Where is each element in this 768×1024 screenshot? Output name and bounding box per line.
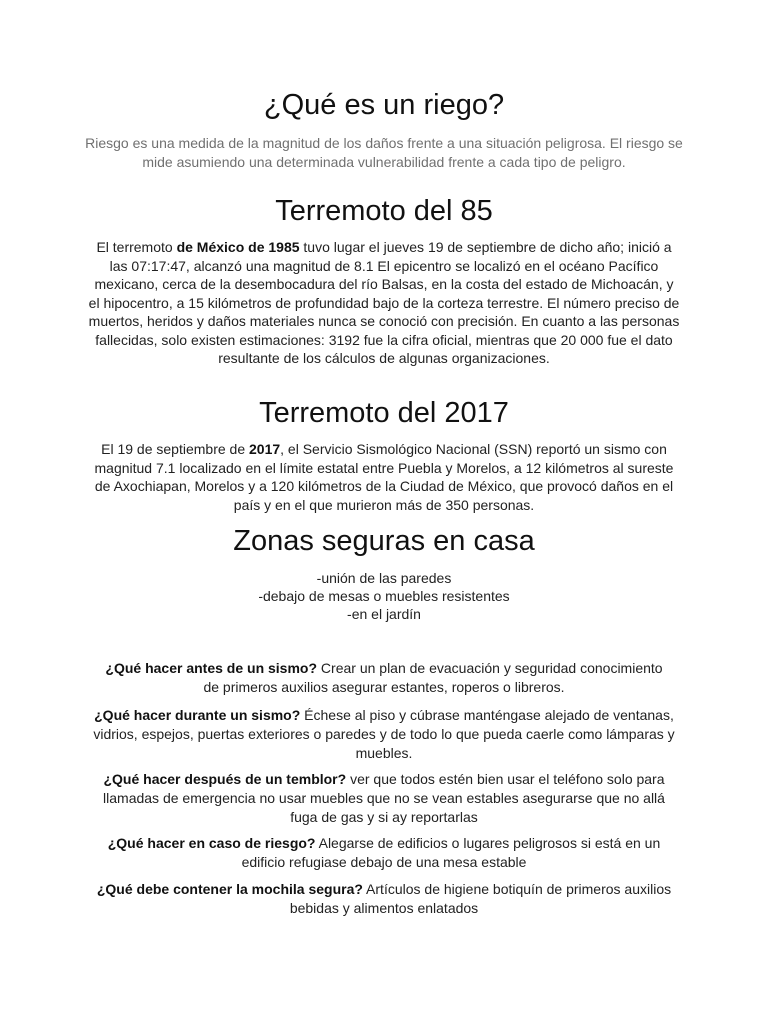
terremoto-85-bold: de México de 1985: [176, 239, 300, 255]
section-terremoto-2017: [64, 396, 704, 430]
terremoto-85-paragraph: [88, 238, 680, 368]
zonas-item: -unión de las paredes: [316, 570, 452, 586]
qa-answer: Artículos de higiene botiquín de primeros auxilios bebidas y alimentos enlatados: [289, 881, 672, 916]
terremoto-85-title: Terremoto del 85: [275, 195, 493, 227]
terremoto-2017-paragraph: [92, 440, 676, 514]
qa-paragraph: [92, 834, 676, 872]
qa-paragraph: [92, 880, 676, 918]
qa-answer: Alegarse de edificios o lugares peligrosos si está en un edificio refugiase debajo de una mesa estable: [241, 835, 661, 870]
section-riesgo: [64, 88, 704, 122]
terremoto-85-text-1: El terremoto: [96, 239, 177, 255]
qa-item: [104, 659, 664, 697]
qa-question: ¿Qué hacer antes de un sismo?: [105, 660, 318, 676]
riesgo-paragraph: Riesgo es una medida de la magnitud de los daños frente a una situación peligrosa. El riesgo se mide asumiendo una determinada vulnerabilidad frente a cada tipo de peligro.: [85, 135, 683, 170]
section-zonas: [64, 524, 704, 558]
riesgo-title: ¿Qué es un riego?: [263, 89, 505, 121]
qa-question: ¿Qué hacer después de un temblor?: [103, 771, 347, 787]
qa-paragraph: [92, 770, 676, 827]
qa-question: ¿Qué hacer durante un sismo?: [94, 707, 301, 723]
terremoto-85-paragraph-block: [88, 238, 680, 368]
qa-item: [84, 706, 684, 763]
qa-question: ¿Qué debe contener la mochila segura?: [96, 881, 363, 897]
qa-answer: ver que todos estén bien usar el teléfono solo para llamadas de emergencia no usar muebles que no se vean estables asegurarse que no allá fuga de gas y si ay reportarlas: [103, 771, 665, 825]
zonas-item: -en el jardín: [347, 606, 421, 622]
qa-answer: Échese al piso y cúbrase manténgase alejado de ventanas, vidrios, espejos, puertas exteriores o paredes y de todo lo que pueda caerle como lámparas y muebles.: [93, 707, 675, 761]
zonas-title: Zonas seguras en casa: [233, 525, 535, 557]
qa-question: ¿Qué hacer en caso de riesgo?: [107, 835, 316, 851]
terremoto-2017-text-2: , el Servicio Sismológico Nacional (SSN) reportó un sismo con magnitud 7.1 localizado en el límite estatal entre Puebla y Morelos, a 12 kilómetros al sureste de Axochiapan, Morelos y a 120 kilómetros de la Ciudad de México, que provocó daños en el país y en el que murieron más de 350 personas.: [94, 441, 674, 513]
terremoto-2017-title: Terremoto del 2017: [259, 397, 509, 429]
qa-paragraph: [84, 706, 684, 763]
qa-item: [92, 834, 676, 872]
qa-item: [92, 770, 676, 827]
zonas-list: [64, 569, 704, 623]
terremoto-2017-paragraph-block: [92, 440, 676, 514]
qa-paragraph: [104, 659, 664, 697]
section-terremoto-85: [64, 194, 704, 228]
qa-item: [92, 880, 676, 918]
qa-answer: Crear un plan de evacuación y seguridad conocimiento de primeros auxilios asegurar estantes, roperos o libreros.: [203, 660, 663, 695]
riesgo-paragraph-block: [84, 134, 684, 172]
terremoto-85-text-2: tuvo lugar el jueves 19 de septiembre de dicho año; inició a las 07:17:47, alcanzó una magnitud de 8.1 El epicentro se localizó en el océano Pacífico mexicano, cerca de la desembocadura del río Balsas, en la costa del estado de Michoacán, y el hipocentro, a 15 kilómetros de profundidad bajo de la corteza terrestre. El número preciso de muertos, heridos y daños materiales nunca se conoció con precisión. En cuanto a las personas fallecidas, solo existen estimaciones: 3192 fue la cifra oficial, mientras que 20 000 fue el dato resultante de los cálculos de algunas organizaciones.: [88, 239, 680, 366]
zonas-item: -debajo de mesas o muebles resistentes: [258, 588, 510, 604]
terremoto-2017-bold: 2017: [249, 441, 281, 457]
terremoto-2017-text-1: El 19 de septiembre de: [101, 441, 249, 457]
